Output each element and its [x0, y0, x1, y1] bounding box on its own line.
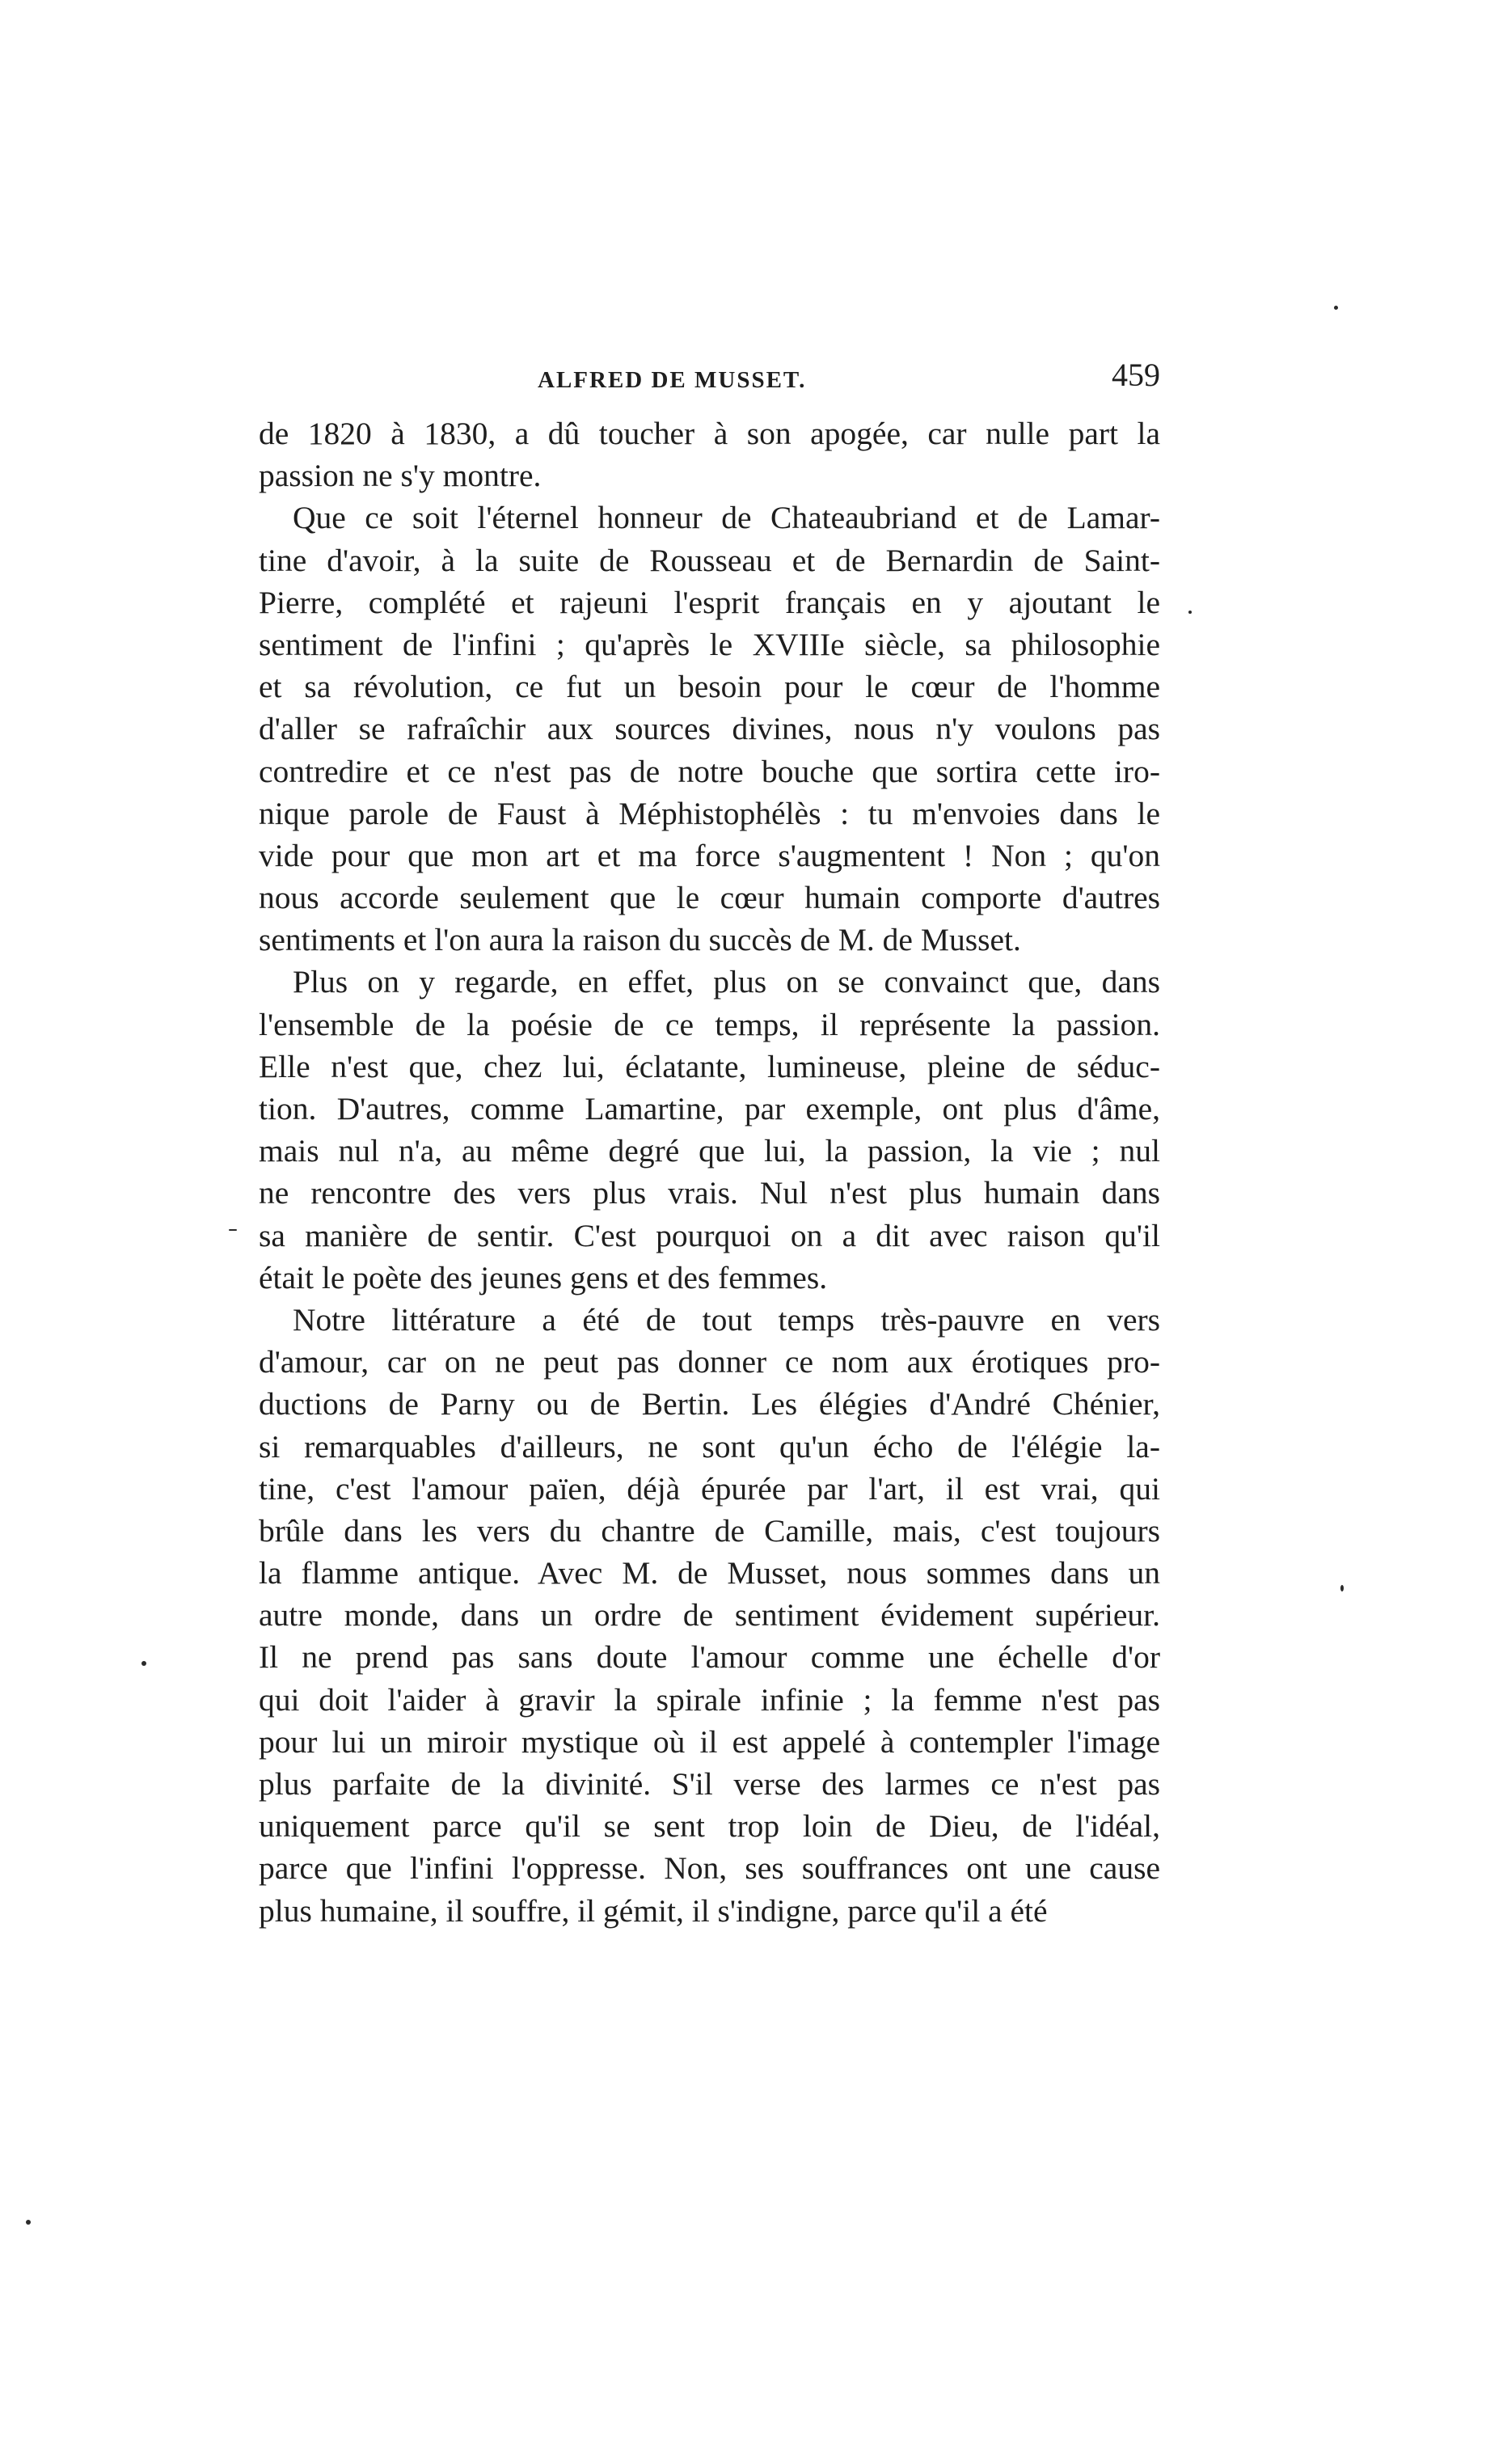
- scan-speck: [229, 1229, 237, 1231]
- text-line: Il ne prend pas sans doute l'amour comme une échelle d'or: [259, 1639, 1160, 1676]
- text-line: tion. D'autres, comme Lamartine, par exemple, ont plus d'âme,: [259, 1091, 1160, 1126]
- text-line: parce que l'infini l'oppresse. Non, ses souffrances ont une cause: [259, 1850, 1160, 1887]
- scan-speck: [141, 1661, 146, 1666]
- text-line: qui doit l'aider à gravir la spirale infinie ; la femme n'est pas: [259, 1681, 1160, 1718]
- text-line: passion ne s'y montre.: [259, 458, 542, 494]
- text-line: contredire et ce n'est pas de notre bouche que sortira cette iro-: [259, 753, 1160, 789]
- text-line: tine, c'est l'amour païen, déjà épurée par l'art, il est vrai, qui: [259, 1470, 1160, 1507]
- text-line: l'ensemble de la poésie de ce temps, il représente la passion.: [259, 1006, 1160, 1042]
- text-line: Pierre, complété et rajeuni l'esprit français en y ajoutant le: [259, 584, 1160, 620]
- text-line: vide pour que mon art et ma force s'augmentent ! Non ; qu'on: [259, 837, 1160, 873]
- text-line: d'aller se rafraîchir aux sources divines, nous n'y voulons pas: [259, 711, 1160, 747]
- text-line: était le poète des jeunes gens et des femmes.: [259, 1259, 828, 1295]
- body-text: [259, 412, 1160, 1932]
- text-line: d'amour, car on ne peut pas donner ce nom aux érotiques pro-: [259, 1344, 1160, 1380]
- text-line: sa manière de sentir. C'est pourquoi on a dit avec raison qu'il: [259, 1217, 1160, 1253]
- text-line: Plus on y regarde, en effet, plus on se convainct que, dans: [293, 964, 1160, 1000]
- text-line: et sa révolution, ce fut un besoin pour le cœur de l'homme: [259, 669, 1160, 705]
- text-line: Que ce soit l'éternel honneur de Chateaubriand et de Lamar-: [293, 500, 1160, 536]
- text-line: ne rencontre des vers plus vrais. Nul n'est plus humain dans: [259, 1175, 1160, 1211]
- text-line: brûle dans les vers du chantre de Camille, mais, c'est toujours: [259, 1512, 1160, 1549]
- text-line: plus humaine, il souffre, il gémit, il s'indigne, parce qu'il a été: [259, 1892, 1048, 1929]
- text-line: la flamme antique. Avec M. de Musset, nous sommes dans un: [259, 1555, 1160, 1591]
- text-line: sentiment de l'infini ; qu'après le XVIIIe siècle, sa philosophie: [259, 626, 1160, 662]
- text-line: Elle n'est que, chez lui, éclatante, lumineuse, pleine de séduc-: [259, 1048, 1160, 1084]
- scan-speck: [1188, 611, 1192, 614]
- text-line: si remarquables d'ailleurs, ne sont qu'un écho de l'élégie la-: [259, 1428, 1160, 1464]
- page-number: 459: [1112, 357, 1160, 393]
- scan-speck: [1334, 306, 1338, 310]
- text-line: Notre littérature a été de tout temps très-pauvre en vers: [293, 1301, 1160, 1338]
- page-header: [259, 356, 1160, 404]
- text-line: de 1820 à 1830, a dû toucher à son apogée, car nulle part la: [259, 416, 1160, 451]
- scan-speck: [26, 2220, 31, 2225]
- text-line: mais nul n'a, au même degré que lui, la passion, la vie ; nul: [259, 1133, 1160, 1169]
- text-line: uniquement parce qu'il se sent trop loin de Dieu, de l'idéal,: [259, 1808, 1160, 1845]
- text-line: nique parole de Faust à Méphistophélès : tu m'envoies dans le: [259, 795, 1160, 831]
- scan-speck: [1340, 1585, 1344, 1591]
- text-line: pour lui un miroir mystique où il est appelé à contempler l'image: [259, 1723, 1160, 1760]
- text-line: nous accorde seulement que le cœur humain comporte d'autres: [259, 880, 1160, 916]
- text-line: tine d'avoir, à la suite de Rousseau et de Bernardin de Saint-: [259, 542, 1160, 578]
- text-line: sentiments et l'on aura la raison du succès de M. de Musset.: [259, 922, 1021, 958]
- text-line: autre monde, dans un ordre de sentiment évidement supérieur.: [259, 1597, 1160, 1634]
- running-title: ALFRED DE MUSSET.: [538, 367, 807, 393]
- text-line: ductions de Parny ou de Bertin. Les élégies d'André Chénier,: [259, 1386, 1160, 1422]
- text-line: plus parfaite de la divinité. S'il verse des larmes ce n'est pas: [259, 1766, 1160, 1802]
